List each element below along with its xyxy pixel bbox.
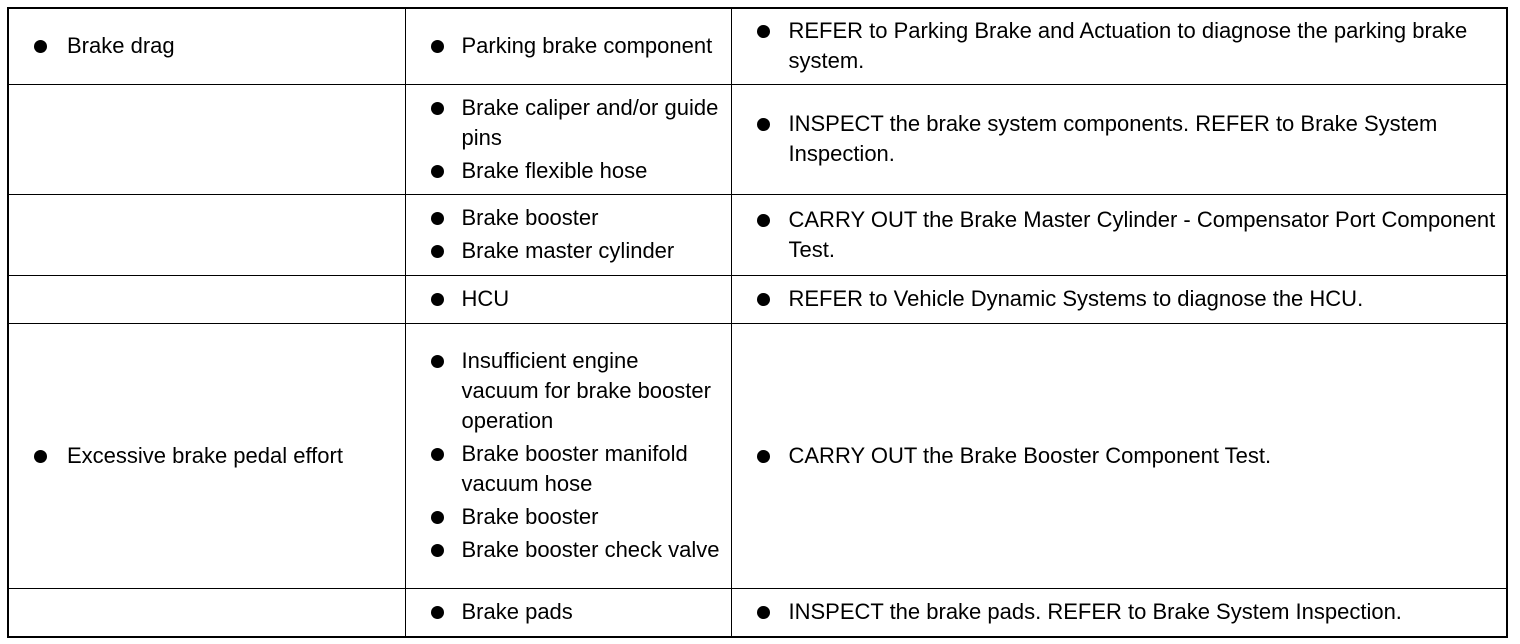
action-list: [732, 441, 1497, 471]
possible-source-cell: [405, 8, 731, 84]
condition-cell: [8, 8, 405, 84]
bullet-icon: [431, 40, 444, 53]
possible-source-list: [406, 93, 721, 186]
possible-source-text: Brake booster check valve: [461, 537, 720, 562]
possible-source-text: HCU: [461, 286, 510, 311]
possible-source-list-item: [406, 236, 721, 266]
action-cell-content: [732, 434, 1507, 478]
action-list-item: [732, 441, 1497, 471]
condition-cell: [8, 323, 405, 588]
possible-source-text: Parking brake component: [461, 33, 713, 59]
possible-source-text: Brake booster: [461, 205, 599, 230]
possible-source-cell-content: [406, 339, 731, 572]
action-list-item: [732, 16, 1497, 76]
bullet-icon: [431, 511, 444, 524]
condition-list-item: [9, 31, 395, 61]
bullet-icon: [431, 544, 444, 557]
bullet-icon: [757, 293, 770, 306]
bullet-icon: [431, 355, 444, 368]
condition-text: Brake drag: [67, 33, 175, 59]
condition-cell-content: [9, 24, 405, 68]
possible-source-list-item: [406, 284, 721, 314]
bullet-icon: [757, 118, 770, 131]
possible-source-list-item: [406, 597, 721, 627]
action-list: [732, 597, 1497, 627]
possible-source-list: [406, 597, 721, 627]
condition-cell-content: [9, 295, 405, 303]
possible-source-text: Insufficient engine vacuum for brake booster operation: [461, 348, 711, 433]
possible-source-list: [406, 203, 721, 266]
condition-cell: [8, 588, 405, 637]
action-text: CARRY OUT the Brake Master Cylinder - Compensator Port Component Test.: [788, 206, 1496, 262]
bullet-icon: [34, 450, 47, 463]
possible-source-list-item: [406, 535, 721, 565]
possible-source-list-item: [406, 31, 721, 61]
possible-source-cell-content: [406, 196, 731, 273]
bullet-icon: [431, 448, 444, 461]
bullet-icon: [757, 450, 770, 463]
action-cell-content: [732, 590, 1507, 634]
condition-cell-content: [9, 434, 405, 478]
action-list-item: [732, 284, 1497, 314]
possible-source-text: Brake flexible hose: [461, 157, 648, 183]
bullet-icon: [431, 293, 444, 306]
action-text: INSPECT the brake system components. REFER to Brake System Inspection.: [788, 111, 1438, 166]
possible-source-cell: [405, 323, 731, 588]
possible-source-list: [406, 31, 721, 61]
table-row: [8, 323, 1507, 588]
condition-list: [9, 441, 395, 471]
bullet-icon: [431, 102, 444, 115]
possible-source-list-item: [406, 346, 721, 436]
diagnosis-table-body: [8, 8, 1507, 637]
condition-cell: [8, 84, 405, 194]
possible-source-list-item: [406, 93, 721, 153]
condition-list-item: [9, 441, 395, 471]
action-list: [732, 109, 1497, 169]
bullet-icon: [757, 25, 770, 38]
diagnosis-table: [7, 7, 1508, 638]
action-cell: [731, 323, 1507, 588]
possible-source-cell-content: [406, 590, 731, 634]
possible-source-cell: [405, 194, 731, 275]
action-cell-content: [732, 198, 1507, 272]
action-list: [732, 205, 1497, 265]
possible-source-list: [406, 284, 721, 314]
table-row: [8, 8, 1507, 84]
bullet-icon: [757, 606, 770, 619]
possible-source-cell-content: [406, 277, 731, 321]
action-list-item: [732, 205, 1497, 265]
bullet-icon: [431, 245, 444, 258]
condition-text: Excessive brake pedal effort: [67, 442, 343, 468]
action-text: INSPECT the brake pads. REFER to Brake System Inspection.: [788, 599, 1402, 625]
table-row: [8, 194, 1507, 275]
action-text: CARRY OUT the Brake Booster Component Test.: [788, 442, 1272, 468]
bullet-icon: [431, 212, 444, 225]
condition-cell-content: [9, 608, 405, 616]
bullet-icon: [431, 165, 444, 178]
table-row: [8, 275, 1507, 323]
action-cell: [731, 194, 1507, 275]
bullet-icon: [431, 606, 444, 619]
possible-source-list-item: [406, 439, 721, 499]
action-text: REFER to Parking Brake and Actuation to diagnose the parking brake system.: [788, 18, 1468, 74]
possible-source-text: Brake master cylinder: [461, 238, 675, 263]
possible-source-list-item: [406, 156, 721, 186]
possible-source-text: Brake booster: [461, 504, 599, 529]
bullet-icon: [34, 40, 47, 53]
possible-source-text: Brake pads: [461, 599, 573, 625]
action-text: REFER to Vehicle Dynamic Systems to diagnose the HCU.: [788, 286, 1364, 311]
action-cell: [731, 275, 1507, 323]
table-row: [8, 588, 1507, 637]
condition-cell-content: [9, 135, 405, 143]
possible-source-cell: [405, 275, 731, 323]
possible-source-list-item: [406, 203, 721, 233]
possible-source-cell-content: [406, 24, 731, 68]
condition-list: [9, 31, 395, 61]
action-cell: [731, 8, 1507, 84]
action-cell: [731, 84, 1507, 194]
action-list: [732, 16, 1497, 76]
possible-source-list-item: [406, 502, 721, 532]
condition-cell: [8, 194, 405, 275]
possible-source-list: [406, 346, 721, 565]
possible-source-cell: [405, 588, 731, 637]
action-list-item: [732, 109, 1497, 169]
condition-cell: [8, 275, 405, 323]
table-row: [8, 84, 1507, 194]
action-cell-content: [732, 9, 1507, 83]
action-cell-content: [732, 277, 1507, 321]
possible-source-cell: [405, 84, 731, 194]
possible-source-text: Brake caliper and/or guide pins: [461, 94, 719, 150]
action-cell-content: [732, 102, 1507, 176]
condition-cell-content: [9, 231, 405, 239]
action-cell: [731, 588, 1507, 637]
possible-source-cell-content: [406, 86, 731, 193]
action-list: [732, 284, 1497, 314]
bullet-icon: [757, 214, 770, 227]
possible-source-text: Brake booster manifold vacuum hose: [461, 441, 688, 496]
action-list-item: [732, 597, 1497, 627]
